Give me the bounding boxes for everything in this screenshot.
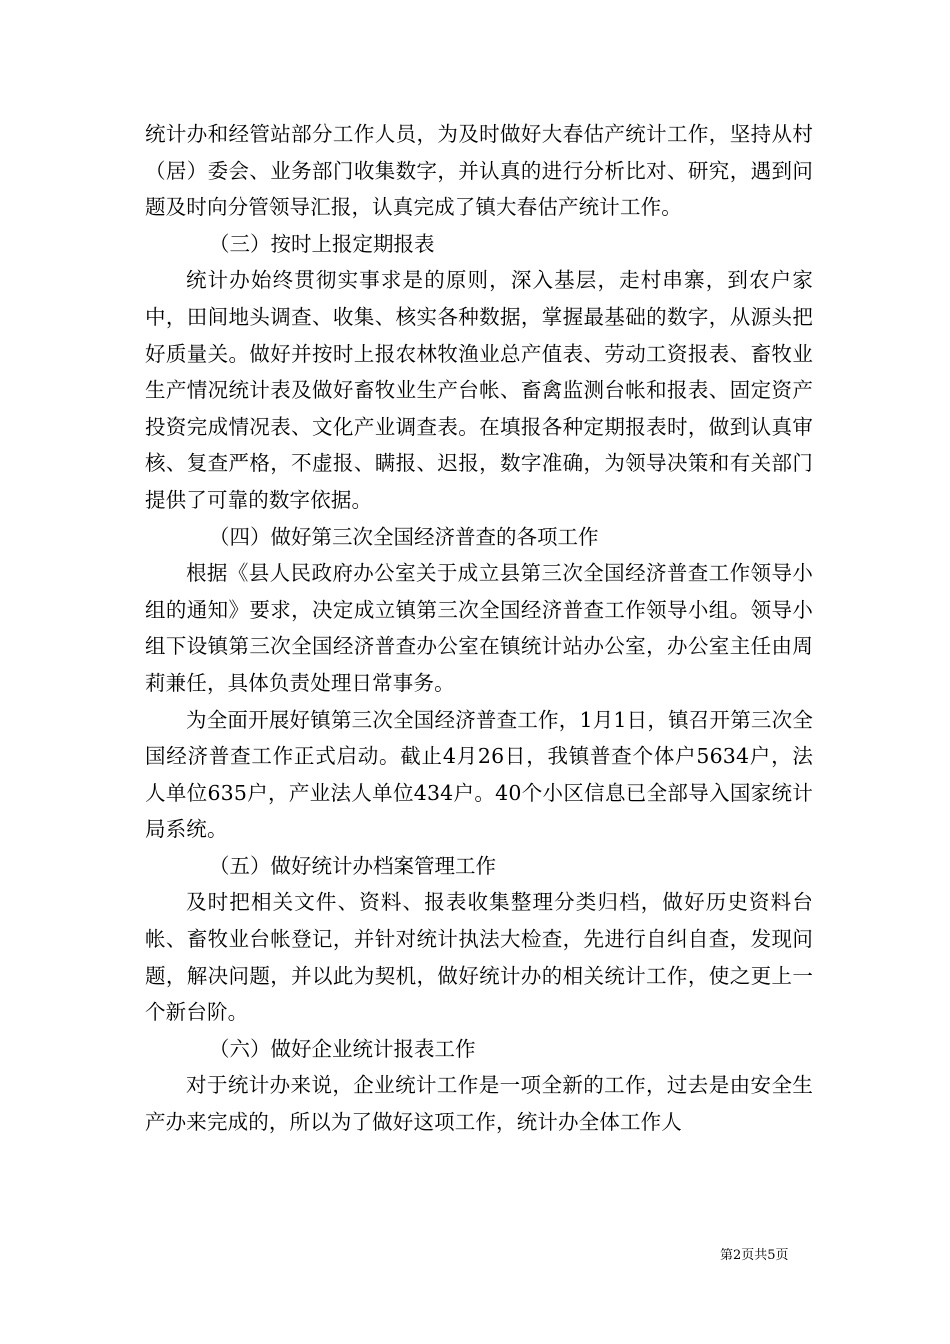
paragraph-5: 及时把相关文件、资料、报表收集整理分类归档，做好历史资料台帐、畜牧业台帐登记，并针对统计执法大检查，先进行自纠自查，发现问题，解决问题，并以此为契机，做好统计办的相关统计工作，使之更上一个新台阶。 — [145, 890, 813, 1025]
paragraph-2: 统计办始终贯彻实事求是的原则，深入基层，走村串寨，到农户家中，田间地头调查、收集、核实各种数据，掌握最基础的数字，从源头把好质量关。做好并按时上报农林牧渔业总产值表、劳动工资报表、畜牧业生产情况统计表及做好畜牧业生产台帐、畜禽监测台帐和报表、固定资产投资完成情况表、文化产业调查表。在填报各种定期报表时，做到认真审核、复查严格，不虚报、瞒报、迟报，数字准确，为领导决策和有关部门提供了可靠的数字依据。 — [145, 268, 813, 512]
paragraph-1: 统计办和经管站部分工作人员，为及时做好大春估产统计工作，坚持从村（居）委会、业务部门收集数字，并认真的进行分析比对、研究，遇到问题及时向分管领导汇报，认真完成了镇大春估产统计工作。 — [145, 122, 813, 220]
paragraph-3: 根据《县人民政府办公室关于成立县第三次全国经济普查工作领导小组的通知》要求，决定成立镇第三次全国经济普查工作领导小组。领导小组下设镇第三次全国经济普查办公室在镇统计站办公室，办公室主任由周莉兼任，具体负责处理日常事务。 — [145, 561, 813, 695]
paragraph-4: 为全面开展好镇第三次全国经济普查工作，1月1日，镇召开第三次全国经济普查工作正式启动。截止4月26日，我镇普查个体户5634户，法人单位635户，产业法人单位434户。40个小区信息已全部导入国家统计局系统。 — [145, 707, 813, 842]
section-heading-3: （三）按时上报定期报表 — [209, 231, 435, 256]
section-heading-4: （四）做好第三次全国经济普查的各项工作 — [209, 524, 599, 549]
document-body — [145, 116, 813, 1141]
section-heading-6: （六）做好企业统计报表工作 — [209, 1036, 476, 1061]
page-number: 第2页共5页 — [720, 1248, 789, 1263]
section-heading-5: （五）做好统计办档案管理工作 — [209, 853, 496, 878]
paragraph-6: 对于统计办来说，企业统计工作是一项全新的工作，过去是由安全生产办来完成的，所以为了做好这项工作，统计办全体工作人 — [145, 1073, 813, 1135]
